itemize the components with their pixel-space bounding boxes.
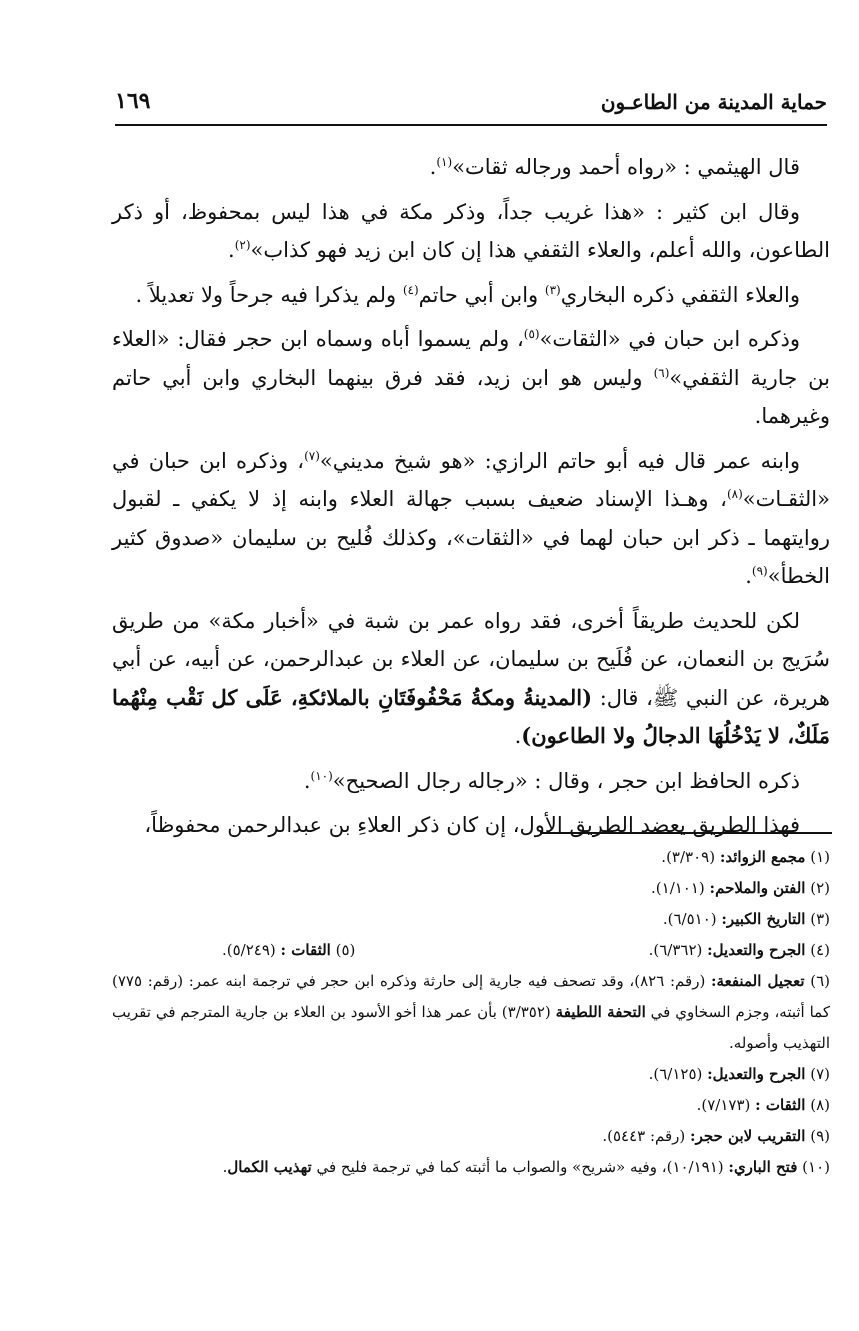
paragraph-alaa-thaqafi: والعلاء الثقفي ذكره البخاري$^{(٣)}$ وابن أبي حاتم$^{(٤)}$ ولم يذكرا فيه جرحاً ولا تعديلاً . bbox=[135, 282, 800, 307]
footnote-4: (٤) الجرح والتعديل: (٦/٣٦٢). bbox=[648, 941, 830, 959]
hadith-text: (المدينةُ ومكةُ مَحْفُوفَتَانِ بالملائكةِ، عَلَى كل نَقْب مِنْهُما مَلَكٌ، لا يَدْخُلُهَا الدجالُ ولا الطاعون) bbox=[112, 684, 830, 748]
footnote-2: (٢) الفتن والملاحم: (١/١٠١). bbox=[651, 879, 830, 897]
main-text bbox=[112, 148, 830, 851]
running-title: حماية المدينة من الطاعـون bbox=[600, 90, 827, 114]
footnote-ref: (٩) bbox=[751, 564, 768, 578]
paragraph-conclusion: فهذا الطريق يعضد الطريق الأول، إن كان ذكر العلاءِ بن عبدالرحمن محفوظاً، bbox=[144, 813, 800, 837]
footnote-7: (٧) الجرح والتعديل: (٦/١٢٥). bbox=[648, 1065, 830, 1083]
paragraph-ibn-kathir: وقال ابن كثير : «هذا غريب جداً، وذكر مكة في هذا ليس بمحفوظ، أو ذكر الطاعون، والله أعلم، والعلاء الثقفي هذا إن كان ابن زيد فهو كذاب»$^{(٢)}$. bbox=[112, 199, 830, 262]
footnote-8: (٨) الثقات : (٧/١٧٣). bbox=[696, 1096, 830, 1114]
footnote-ref: (٨) bbox=[726, 487, 743, 501]
footnote-6: (٦) تعجيل المنفعة: (رقم: ٨٢٦)، وقد تصحف فيه جارية إلى حارثة وذكره ابن حجر في ترجمة ابنه عمر: (رقم: ٧٧٥) كما أثبته، وجزم السخاوي في التحفة اللطيفة (٣/٣٥٢) بأن عمر هذا أخو الأسود بن العلاء بن جارية المترجم في تقريب التهذيب وأصوله. bbox=[112, 972, 830, 1052]
footnote-ref: (١) bbox=[436, 155, 453, 169]
footnote-ref: (١٠) bbox=[310, 768, 333, 783]
footnote-divider bbox=[540, 832, 832, 834]
footnote-ref: (٦) bbox=[653, 365, 670, 380]
footnote-10: (١٠) فتح الباري: (١٠/١٩١)، وفيه «شريح» والصواب ما أثبته كما في ترجمة فليح في تهذيب الكمال. bbox=[222, 1158, 830, 1176]
footnote-ref: (٤) bbox=[402, 282, 419, 297]
footnote-ref: (٥) bbox=[523, 327, 540, 341]
paragraph-ibn-hajar: ذكره الحافظ ابن حجر ، وقال : «رجاله رجال الصحيح»$^{(١٠)}$. bbox=[303, 768, 800, 793]
footnote-row-4-5 bbox=[112, 935, 830, 966]
footnote-5: (٥) الثقات : (٥/٢٤٩). bbox=[222, 941, 356, 959]
footnotes bbox=[112, 842, 830, 1183]
page-header bbox=[115, 84, 827, 126]
footnote-3: (٣) التاريخ الكبير: (٦/٥١٠). bbox=[662, 910, 830, 928]
footnote-ref: (٢) bbox=[234, 238, 251, 252]
paragraph-other-route: لكن للحديث طريقاً أخرى، فقد رواه عمر بن شبة في «أخبار مكة» من طريق سُرَيج بن النعمان، عن فُلَيح بن سليمان، عن العلاء بن عبدالرحمن، عن أبيه، عن أبي هريرة، عن النبي ﷺ، قال: (المدينةُ ومكةُ مَحْفُوفَتَانِ بالملائكةِ، عَلَى كل نَقْب مِنْهُما مَلَكٌ، لا يَدْخُلُهَا الدجالُ ولا الطاعون). bbox=[112, 608, 830, 748]
footnote-9: (٩) التقريب لابن حجر: (رقم: ٥٤٤٣). bbox=[602, 1127, 830, 1145]
footnote-ref: (٧) bbox=[304, 448, 320, 463]
paragraph-son-umar: وابنه عمر قال فيه أبو حاتم الرازي: «هو شيخ مديني»$^{(٧)}$، وذكره ابن حبان في «الثقـات»$^{(٨)}$، وهـذا الإسناد ضعيف بسبب جهالة العلاء وابنه إذ لا يكفي ـ لقبول روايتهما ـ ذكر ابن حبان لهما في «الثقات»، وكذلك فُليح بن سليمان «صدوق كثير الخطأ»$^{(٩)}$. bbox=[112, 448, 830, 588]
paragraph-ibn-hibban: وذكره ابن حبان في «الثقات»$^{(٥)}$، ولم يسموا أباه وسماه ابن حجر فقال: «العلاء بن جارية الثقفي»$^{(٦)}$ وليس هو ابن زيد، فقد فرق بينهما البخاري وابن أبي حاتم وغيرهما. bbox=[112, 327, 830, 428]
page-number: ١٦٩ bbox=[115, 88, 151, 114]
footnote-ref: (٣) bbox=[544, 282, 561, 297]
paragraph-haythami: قال الهيثمي : «رواه أحمد ورجاله ثقات»$^{(١)}$. bbox=[429, 155, 800, 179]
footnote-1: (١) مجمع الزوائد: (٣/٣٠٩). bbox=[661, 848, 830, 866]
